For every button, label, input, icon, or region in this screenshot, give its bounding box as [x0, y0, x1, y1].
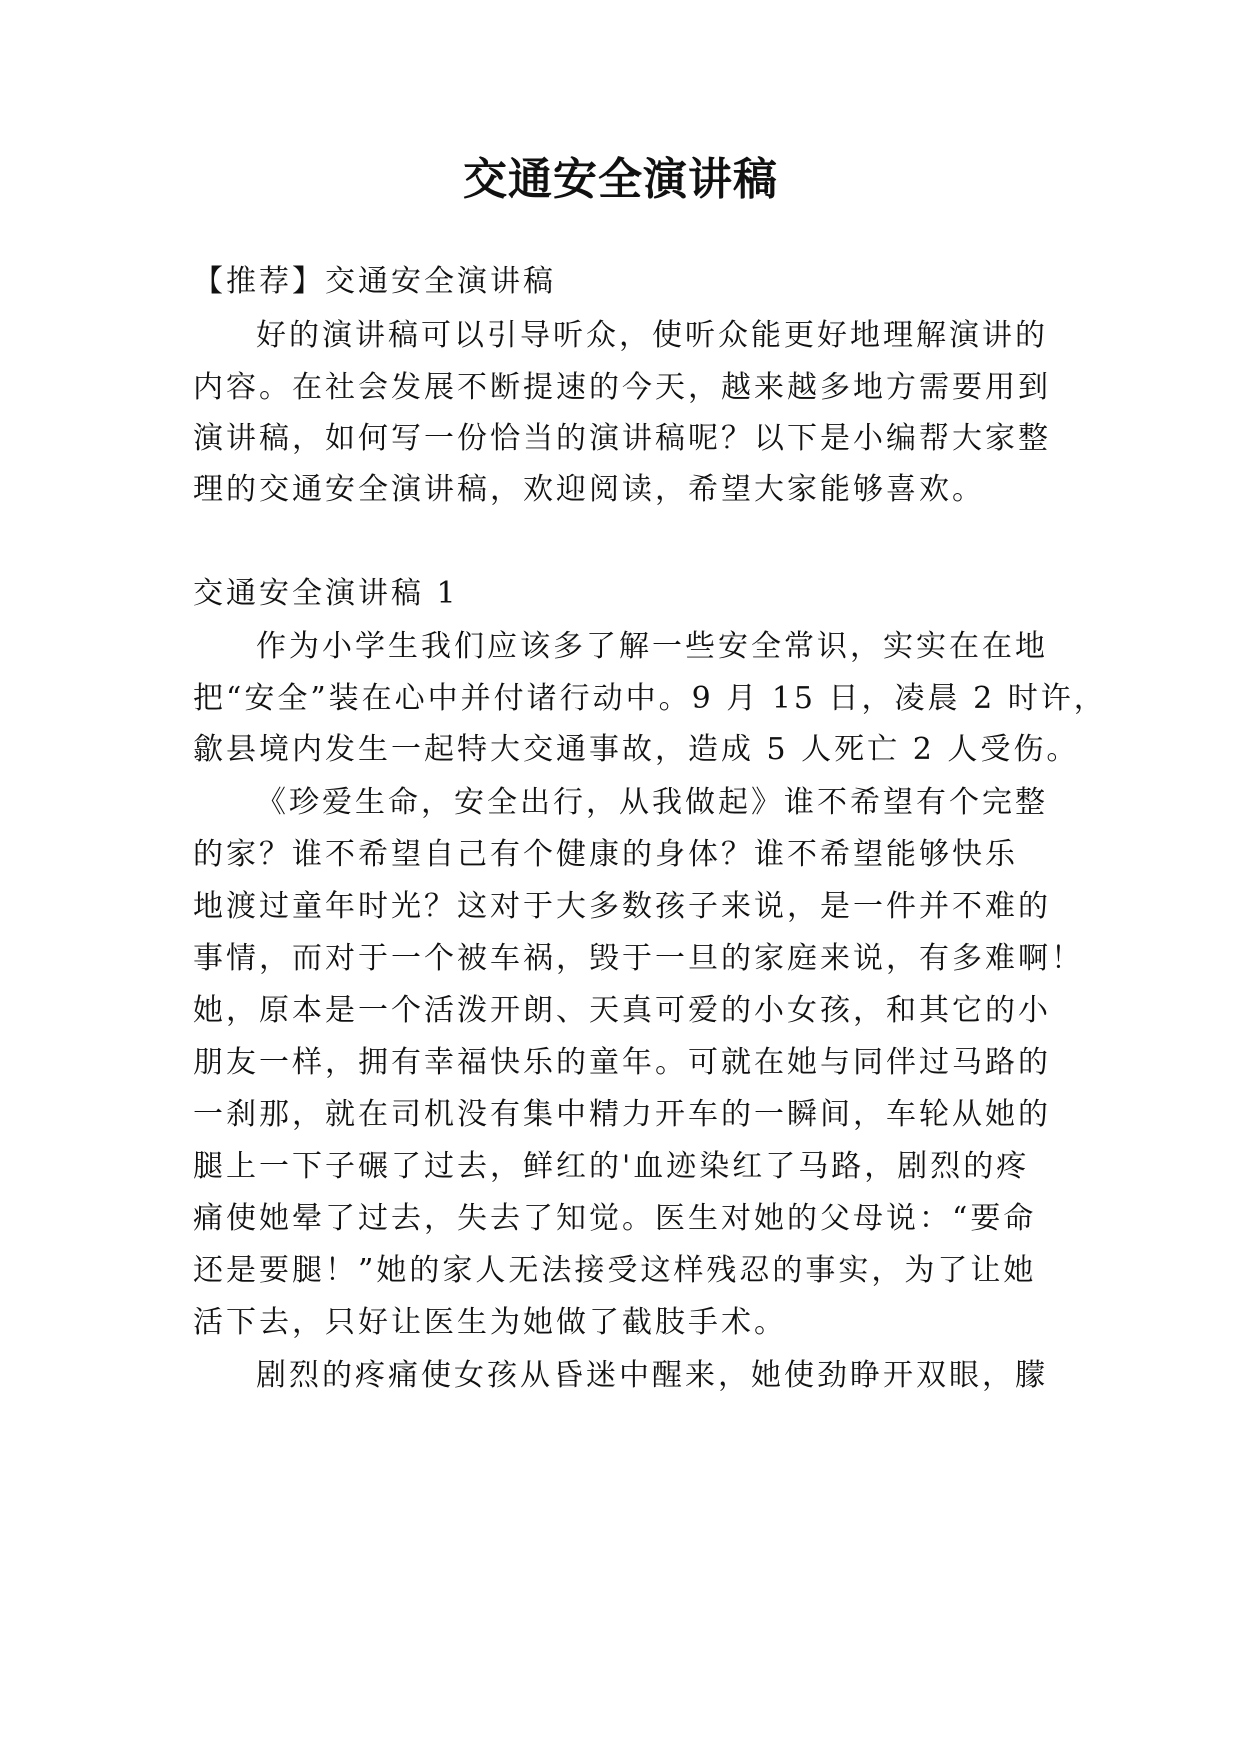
body-paragraph-line: 她，原本是一个活泼开朗、天真可爱的小女孩，和其它的小	[193, 993, 1051, 1028]
body-paragraph-line: 的家？谁不希望自己有个健康的身体？谁不希望能够快乐	[193, 837, 1018, 872]
body-paragraph-line: 歙县境内发生一起特大交通事故，造成 5 人死亡 2 人受伤。	[193, 732, 1080, 767]
intro-paragraph-line: 演讲稿，如何写一份恰当的演讲稿呢？以下是小编帮大家整	[193, 421, 1051, 456]
document-title: 交通安全演讲稿	[463, 154, 778, 205]
section-heading: 交通安全演讲稿 1	[193, 576, 459, 611]
body-paragraph-line: 痛使她晕了过去，失去了知觉。医生对她的父母说：“要命	[193, 1201, 1037, 1236]
intro-paragraph-line: 好的演讲稿可以引导听众，使听众能更好地理解演讲的	[256, 318, 1048, 353]
intro-paragraph-line: 理的交通安全演讲稿，欢迎阅读，希望大家能够喜欢。	[193, 472, 985, 507]
body-paragraph-line: 朋友一样，拥有幸福快乐的童年。可就在她与同伴过马路的	[193, 1045, 1051, 1080]
body-paragraph-line: 地渡过童年时光？这对于大多数孩子来说，是一件并不难的	[193, 889, 1051, 924]
body-paragraph-line: 腿上一下子碾了过去，鲜红的'血迹染红了马路，剧烈的疼	[193, 1149, 1030, 1184]
body-paragraph-line: 剧烈的疼痛使女孩从昏迷中醒来，她使劲睁开双眼，朦	[256, 1358, 1048, 1393]
body-paragraph-line: 把“安全”装在心中并付诸行动中。9 月 15 日，凌晨 2 时许，	[193, 681, 1107, 716]
body-paragraph-line: 一刹那，就在司机没有集中精力开车的一瞬间，车轮从她的	[193, 1097, 1051, 1132]
recommend-heading: 【推荐】交通安全演讲稿	[193, 264, 556, 299]
body-paragraph-line: 活下去，只好让医生为她做了截肢手术。	[193, 1305, 787, 1340]
body-paragraph-line: 作为小学生我们应该多了解一些安全常识，实实在在地	[256, 629, 1048, 664]
body-paragraph-line: 《珍爱生命，安全出行，从我做起》谁不希望有个完整	[256, 785, 1048, 820]
body-paragraph-line: 还是要腿！”她的家人无法接受这样残忍的事实，为了让她	[193, 1253, 1037, 1288]
intro-paragraph-line: 内容。在社会发展不断提速的今天，越来越多地方需要用到	[193, 370, 1051, 405]
body-paragraph-line: 事情，而对于一个被车祸，毁于一旦的家庭来说，有多难啊！	[193, 941, 1084, 976]
